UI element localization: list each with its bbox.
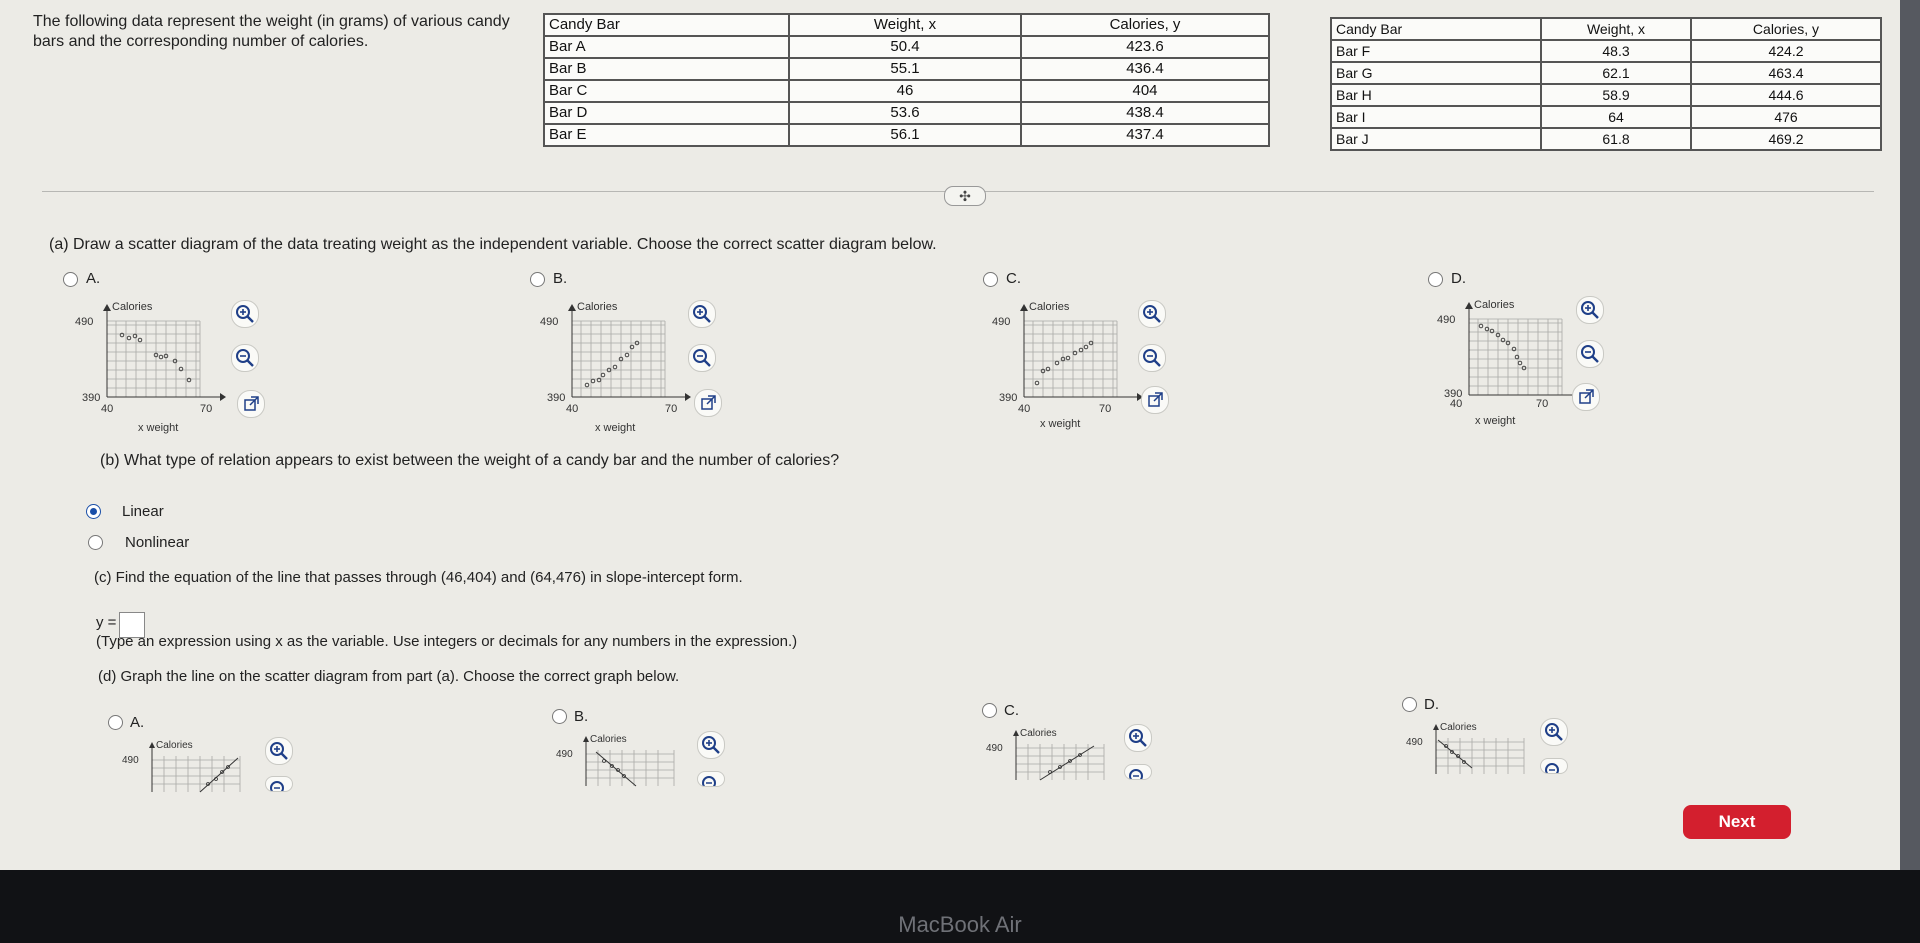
part-d-option-d-radio[interactable] xyxy=(1402,697,1417,712)
line-graph-a[interactable] xyxy=(118,736,248,796)
y-max-label: 490 xyxy=(992,316,1011,328)
external-link-icon[interactable] xyxy=(1572,383,1600,411)
fit-line xyxy=(1040,746,1094,780)
y-axis-label: Calories xyxy=(156,740,193,751)
grid xyxy=(1436,738,1524,774)
y-min-label: 390 xyxy=(547,392,566,404)
zoom-in-icon[interactable] xyxy=(1540,718,1568,746)
zoom-out-icon[interactable] xyxy=(1124,764,1152,780)
zoom-out-icon[interactable] xyxy=(265,776,293,792)
table-header-row xyxy=(1331,18,1881,40)
part-a-option-d-label: D. xyxy=(1451,270,1466,287)
y-axis-arrow xyxy=(1433,724,1439,730)
point xyxy=(601,373,605,377)
y-axis-label: Calories xyxy=(1440,722,1477,733)
part-d-option-a-label: A. xyxy=(130,714,145,731)
zoom-in-icon[interactable] xyxy=(688,300,716,328)
part-d-option-b-radio[interactable] xyxy=(552,709,567,724)
table-cell: 444.6 xyxy=(1691,84,1881,106)
table-cell: 436.4 xyxy=(1021,58,1269,80)
y-axis-arrow xyxy=(583,736,589,742)
col-calories: Calories, y xyxy=(1691,18,1881,40)
x-min-label: 40 xyxy=(566,403,579,415)
grid xyxy=(1016,744,1104,780)
part-a-question: (a) Draw a scatter diagram of the data treating weight as the independent variable. Choose the correct scatter diagram below. xyxy=(49,236,937,253)
point xyxy=(1066,356,1070,360)
part-d-option-a-radio[interactable] xyxy=(108,715,123,730)
y-axis-arrow xyxy=(1020,304,1028,311)
brand-label: MacBook Air xyxy=(898,912,1022,937)
table-cell: Bar H xyxy=(1331,84,1541,106)
point xyxy=(1084,345,1088,349)
x-axis-arrow xyxy=(220,393,226,401)
col-candy-bar: Candy Bar xyxy=(544,14,789,36)
y-max-label: 490 xyxy=(75,316,94,328)
point xyxy=(1035,381,1039,385)
grid xyxy=(152,756,240,792)
points xyxy=(120,333,191,382)
table-row xyxy=(1331,62,1881,84)
part-b-nonlinear-label: Nonlinear xyxy=(125,534,190,551)
part-a-option-b-label: B. xyxy=(553,270,568,287)
table-cell: 58.9 xyxy=(1541,84,1691,106)
part-a-option-c-radio[interactable] xyxy=(983,272,998,287)
y-axis-label: Calories xyxy=(1029,301,1070,313)
zoom-in-icon[interactable] xyxy=(265,737,293,765)
y-max-label: 490 xyxy=(1437,314,1456,326)
point xyxy=(159,355,163,359)
table-cell: 61.8 xyxy=(1541,128,1691,150)
y-min-label: 390 xyxy=(1444,388,1463,400)
table-row xyxy=(544,58,1269,80)
answer-prefix: y = xyxy=(96,614,117,631)
fit-line xyxy=(1438,740,1472,768)
data-table-2 xyxy=(1330,17,1882,151)
fit-line xyxy=(596,752,636,786)
y-min-label: 390 xyxy=(82,392,101,404)
table-cell: Bar E xyxy=(544,124,789,146)
fit-line xyxy=(200,758,238,792)
part-b-linear-radio[interactable] xyxy=(86,504,101,519)
y-max-label: 490 xyxy=(986,743,1003,754)
x-min-label: 40 xyxy=(101,403,114,415)
x-min-label: 40 xyxy=(1450,398,1463,410)
table-cell: 476 xyxy=(1691,106,1881,128)
table-cell: 56.1 xyxy=(789,124,1021,146)
point xyxy=(625,353,629,357)
part-d-option-c-radio[interactable] xyxy=(982,703,997,718)
drag-handle[interactable]: ✣ xyxy=(944,186,986,206)
zoom-in-icon[interactable] xyxy=(697,731,725,759)
table-cell: Bar D xyxy=(544,102,789,124)
y-axis-label: Calories xyxy=(1020,728,1057,739)
x-max-label: 70 xyxy=(1536,398,1549,410)
part-d-option-b-label: B. xyxy=(574,708,589,725)
zoom-in-icon[interactable] xyxy=(231,300,259,328)
point xyxy=(127,336,131,340)
zoom-out-icon[interactable] xyxy=(1138,344,1166,372)
zoom-in-icon[interactable] xyxy=(1124,724,1152,752)
y-min-label: 390 xyxy=(999,392,1018,404)
intro-text: The following data represent the weight (in grams) of various candy bars and the corresponding number of calories. xyxy=(33,13,510,50)
x-axis-label: x weight xyxy=(1475,415,1516,427)
table-cell: 55.1 xyxy=(789,58,1021,80)
next-button[interactable]: Next xyxy=(1683,805,1791,839)
table-cell: 463.4 xyxy=(1691,62,1881,84)
line-graph-c[interactable] xyxy=(982,724,1112,784)
zoom-out-icon[interactable] xyxy=(697,771,725,787)
y-axis-label: Calories xyxy=(577,301,618,313)
table-cell: 64 xyxy=(1541,106,1691,128)
part-a-option-b-radio[interactable] xyxy=(530,272,545,287)
table-cell: Bar F xyxy=(1331,40,1541,62)
col-candy-bar: Candy Bar xyxy=(1331,18,1541,40)
x-axis-label: x weight xyxy=(1040,418,1081,430)
part-a-option-d-radio[interactable] xyxy=(1428,272,1443,287)
y-max-label: 490 xyxy=(540,316,559,328)
external-link-icon[interactable] xyxy=(237,390,265,418)
zoom-in-icon[interactable] xyxy=(1138,300,1166,328)
y-axis-label: Calories xyxy=(590,734,627,745)
table-cell: Bar A xyxy=(544,36,789,58)
zoom-out-icon[interactable] xyxy=(231,344,259,372)
point xyxy=(1079,348,1083,352)
x-max-label: 70 xyxy=(1099,403,1112,415)
table-row xyxy=(544,124,1269,146)
zoom-out-icon[interactable] xyxy=(1540,758,1568,774)
data-table-1 xyxy=(543,13,1270,147)
zoom-in-icon[interactable] xyxy=(1576,296,1604,324)
line-graph-d[interactable] xyxy=(1402,718,1532,778)
y-axis-label: Calories xyxy=(1474,299,1515,311)
y-axis-arrow xyxy=(568,304,576,311)
part-b-linear-label: Linear xyxy=(122,503,164,520)
x-axis-label: x weight xyxy=(595,422,636,434)
table-row xyxy=(544,80,1269,102)
table-cell: 469.2 xyxy=(1691,128,1881,150)
table-cell: Bar I xyxy=(1331,106,1541,128)
table-row xyxy=(1331,84,1881,106)
x-axis-arrow xyxy=(685,393,691,401)
y-axis-arrow xyxy=(1013,730,1019,736)
x-axis-label: x weight xyxy=(138,422,179,434)
y-max-label: 490 xyxy=(556,749,573,760)
col-calories: Calories, y xyxy=(1021,14,1269,36)
points xyxy=(1479,324,1526,370)
y-max-label: 490 xyxy=(122,755,139,766)
part-d-option-d-label: D. xyxy=(1424,696,1439,713)
window-edge xyxy=(1900,0,1920,890)
points xyxy=(1035,341,1093,385)
part-c-hint: (Type an expression using x as the variable. Use integers or decimals for any numbers in the expression.) xyxy=(96,633,798,650)
x-min-label: 40 xyxy=(1018,403,1031,415)
x-max-label: 70 xyxy=(665,403,678,415)
table-cell: 48.3 xyxy=(1541,40,1691,62)
part-a-option-c-label: C. xyxy=(1006,270,1021,287)
y-axis-label: Calories xyxy=(112,301,153,313)
table-row xyxy=(544,102,1269,124)
table-cell: 62.1 xyxy=(1541,62,1691,84)
part-d-question: (d) Graph the line on the scatter diagram from part (a). Choose the correct graph below. xyxy=(98,668,680,685)
table-cell: 404 xyxy=(1021,80,1269,102)
y-axis-arrow xyxy=(103,304,111,311)
part-d-option-c-label: C. xyxy=(1004,702,1019,719)
point xyxy=(585,383,589,387)
point xyxy=(1479,324,1483,328)
y-max-label: 490 xyxy=(1406,737,1423,748)
part-c-question: (c) Find the equation of the line that passes through (46,404) and (64,476) in slope-intercept form. xyxy=(94,569,743,586)
point xyxy=(1518,361,1522,365)
col-weight: Weight, x xyxy=(789,14,1021,36)
table-cell: Bar C xyxy=(544,80,789,102)
table-cell: 50.4 xyxy=(789,36,1021,58)
external-link-icon[interactable] xyxy=(694,389,722,417)
grid xyxy=(107,321,200,397)
col-weight: Weight, x xyxy=(1541,18,1691,40)
point xyxy=(138,338,142,342)
grid xyxy=(572,321,665,397)
table-cell: 438.4 xyxy=(1021,102,1269,124)
part-b-nonlinear-radio[interactable] xyxy=(88,535,103,550)
y-axis-arrow xyxy=(1465,302,1473,309)
zoom-out-icon[interactable] xyxy=(688,344,716,372)
table-cell: 423.6 xyxy=(1021,36,1269,58)
table-cell: Bar B xyxy=(544,58,789,80)
table-row xyxy=(1331,128,1881,150)
point xyxy=(613,365,617,369)
external-link-icon[interactable] xyxy=(1141,386,1169,414)
part-b-question: (b) What type of relation appears to exist between the weight of a candy bar and the number of calories? xyxy=(100,452,840,469)
grid xyxy=(1024,321,1117,397)
y-axis-arrow xyxy=(149,742,155,748)
table-row xyxy=(1331,40,1881,62)
table-row xyxy=(544,36,1269,58)
point xyxy=(591,379,595,383)
line-graph-b[interactable] xyxy=(552,730,682,790)
table-cell: Bar G xyxy=(1331,62,1541,84)
part-a-option-a-radio[interactable] xyxy=(63,272,78,287)
table-cell: Bar J xyxy=(1331,128,1541,150)
table-cell: 53.6 xyxy=(789,102,1021,124)
table-row xyxy=(1331,106,1881,128)
point xyxy=(1055,361,1059,365)
table-header-row xyxy=(544,14,1269,36)
table-cell: 437.4 xyxy=(1021,124,1269,146)
part-a-option-a-label: A. xyxy=(86,270,101,287)
table-cell: 424.2 xyxy=(1691,40,1881,62)
table-cell: 46 xyxy=(789,80,1021,102)
x-max-label: 70 xyxy=(200,403,213,415)
zoom-out-icon[interactable] xyxy=(1576,340,1604,368)
